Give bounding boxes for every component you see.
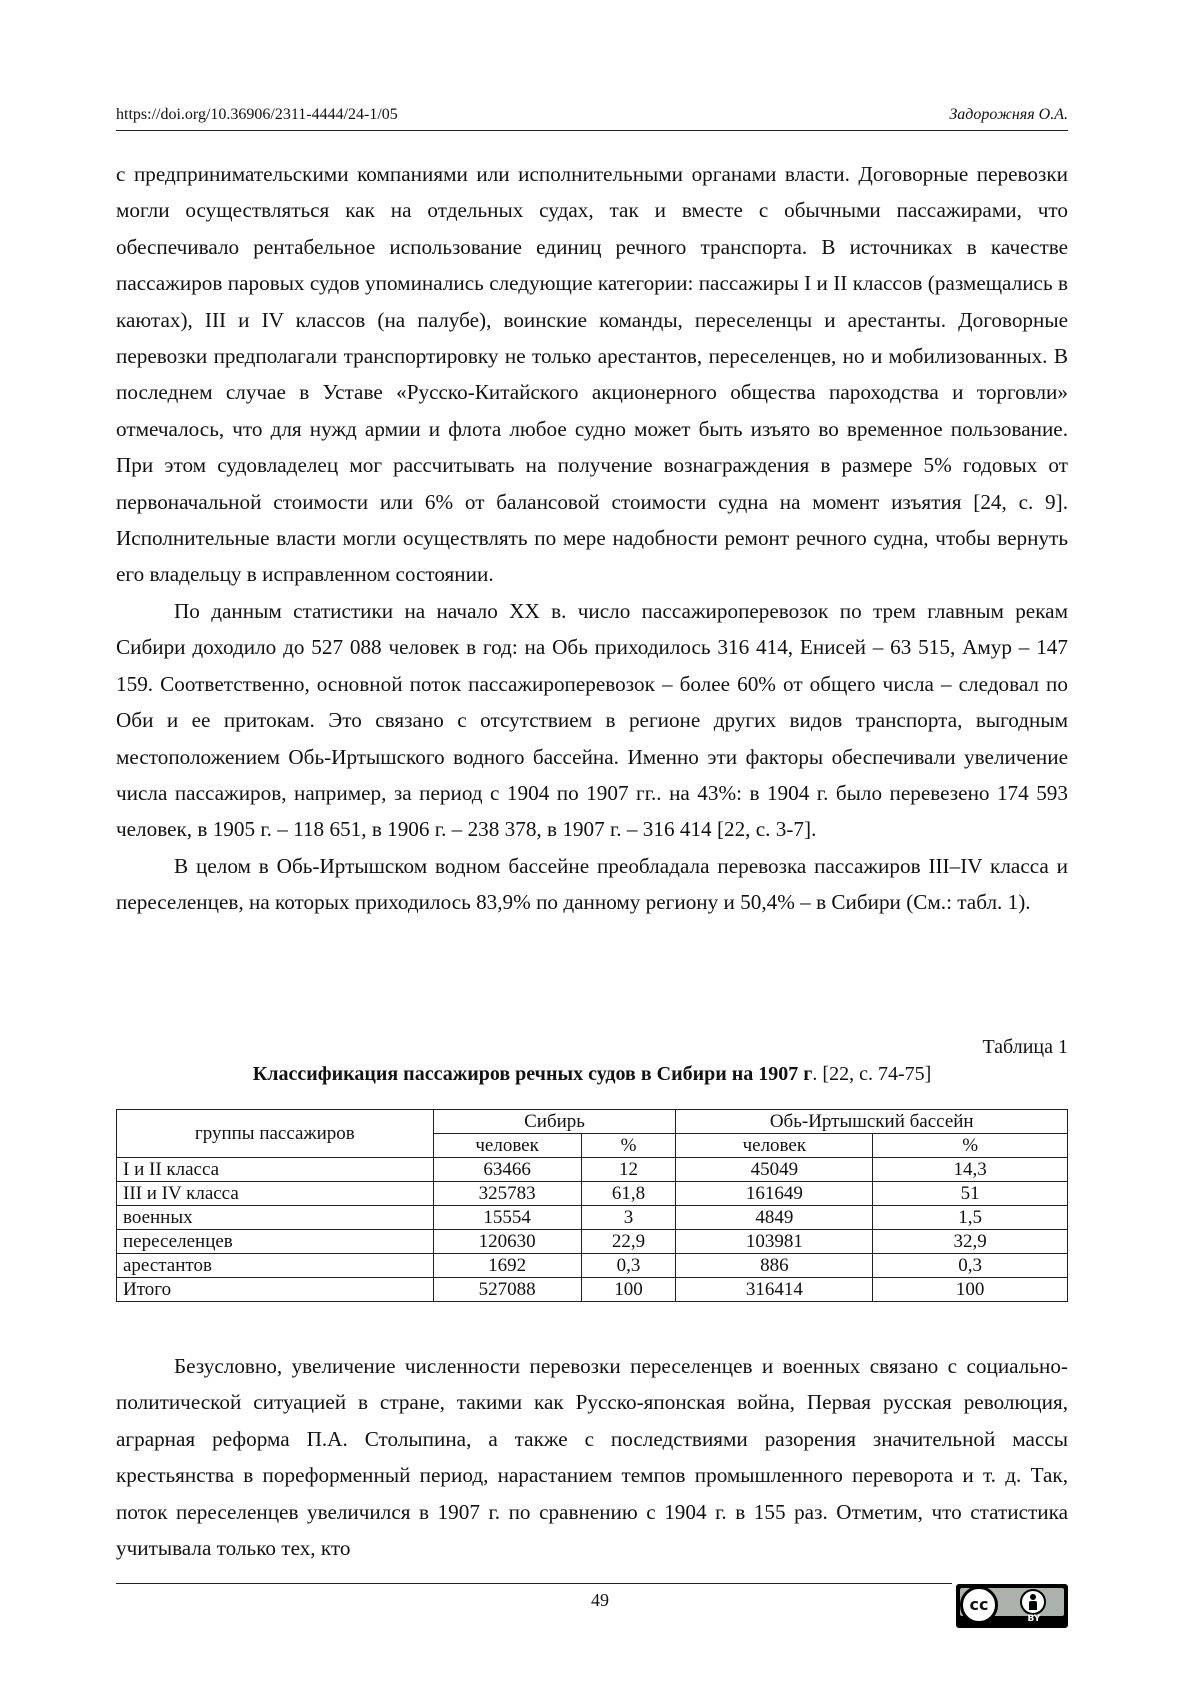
doi-link[interactable]: https://doi.org/10.36906/2311-4444/24-1/05 <box>116 106 398 123</box>
cell-ob-percent: 51 <box>873 1182 1068 1206</box>
cc-by-license-icon[interactable] <box>956 1584 1068 1628</box>
cc-icon: cc <box>960 1586 998 1624</box>
passenger-table <box>116 1109 1068 1302</box>
table-row <box>117 1206 1068 1230</box>
cell-siberia-people: 1692 <box>433 1254 581 1278</box>
paragraph: По данным статистики на начало XX в. число пассажироперевозок по трем главным рекам Сибири доходило до 527 088 человек в год: на Обь приходилось 316 414, Енисей – 63 515, Амур – 147 159. Соответственно, основной поток пассажироперевозок – более 60% от общего числа – следовал по Оби и ее притокам. Это связано с отсутствием в регионе других видов транспорта, выгодным местоположением Обь-Иртышского водного бассейна. Именно эти факторы обеспечивали увеличение числа пассажиров, например, за период с 1904 по 1907 гг.. на 43%: в 1904 г. было перевезено 174 593 человек, в 1905 г. – 118 651, в 1906 г. – 238 378, в 1907 г. – 316 414 [22, с. 3-7]. <box>116 598 1068 842</box>
paragraph: Безусловно, увеличение численности перевозки переселенцев и военных связано с социально-политической ситуацией в стране, такими как Русско-японская война, Первая русская революция, аграрная реформа П.А. Столыпина, а также с последствиями разорения значительной массы крестьянства в пореформенный период, нарастанием темпов промышленного переворота и т. д. Так, поток переселенцев увеличился в 1907 г. по сравнению с 1904 г. в 155 раз. Отметим, что статистика учитывала только тех, кто <box>116 1354 1068 1561</box>
table-row <box>117 1254 1068 1278</box>
cell-ob-percent: 0,3 <box>873 1254 1068 1278</box>
cell-siberia-people: 325783 <box>433 1182 581 1206</box>
running-header <box>116 104 1068 131</box>
header-passenger-groups: группы пассажиров <box>117 1110 434 1158</box>
cell-ob-people: 886 <box>676 1254 873 1278</box>
by-label: BY <box>1027 1614 1041 1624</box>
cell-siberia-percent: 100 <box>581 1278 676 1302</box>
table-title <box>116 1061 1068 1088</box>
cell-group: Итого <box>117 1278 434 1302</box>
cell-siberia-people: 120630 <box>433 1230 581 1254</box>
cell-siberia-percent: 0,3 <box>581 1254 676 1278</box>
attribution-person-icon <box>1020 1589 1046 1615</box>
person-head <box>1030 1594 1036 1600</box>
footer-divider <box>116 1583 952 1584</box>
body-text-top <box>116 156 1068 921</box>
cell-ob-percent: 14,3 <box>873 1158 1068 1182</box>
cell-siberia-people: 63466 <box>433 1158 581 1182</box>
cell-group: переселенцев <box>117 1230 434 1254</box>
cell-siberia-people: 15554 <box>433 1206 581 1230</box>
cell-siberia-percent: 61,8 <box>581 1182 676 1206</box>
cell-ob-people: 45049 <box>676 1158 873 1182</box>
table-row-total <box>117 1278 1068 1302</box>
table-row <box>117 1182 1068 1206</box>
table-number: Таблица 1 <box>982 1036 1068 1058</box>
cell-ob-percent: 32,9 <box>873 1230 1068 1254</box>
table-header-row <box>117 1110 1068 1134</box>
header-ob-irtysh: Обь-Иртышский бассейн <box>676 1110 1068 1134</box>
header-people: человек <box>676 1134 873 1158</box>
cell-siberia-percent: 12 <box>581 1158 676 1182</box>
person-torso <box>1029 1601 1037 1610</box>
header-siberia: Сибирь <box>433 1110 676 1134</box>
page-number: 49 <box>591 1590 609 1610</box>
cell-ob-percent: 1,5 <box>873 1206 1068 1230</box>
header-percent: % <box>873 1134 1068 1158</box>
header-people: человек <box>433 1134 581 1158</box>
table-title-bold: Классификация пассажиров речных судов в Сибири на 1907 г <box>252 1063 813 1085</box>
table-row <box>117 1158 1068 1182</box>
cell-siberia-people: 527088 <box>433 1278 581 1302</box>
cell-group: I и II класса <box>117 1158 434 1182</box>
cell-ob-people: 103981 <box>676 1230 873 1254</box>
cell-ob-percent: 100 <box>873 1278 1068 1302</box>
paragraph: с предпринимательскими компаниями или исполнительными органами власти. Договорные перевозки могли осуществляться как на отдельных судах, так и вместе с обычными пассажирами, что обеспечивало рентабельное использование единиц речного транспорта. В источниках в качестве пассажиров паровых судов упоминались следующие категории: пассажиры I и II классов (размещались в каютах), III и IV классов (на палубе), воинские команды, переселенцы и арестанты. Договорные перевозки предполагали транспортировку не только арестантов, переселенцев, но и мобилизованных. В последнем случае в Уставе «Русско-Китайского акционерного общества пароходства и торговли» отмечалось, что для нужд армии и флота любое судно может быть изъято во временное пользование. При этом судовладелец мог рассчитывать на получение вознаграждения в размере 5% годовых от первоначальной стоимости или 6% от балансовой стоимости судна на момент изъятия [24, с. 9]. Исполнительные власти могли осуществлять по мере надобности ремонт речного судна, чтобы вернуть его владельцу в исправленном состоянии. <box>116 162 1068 587</box>
header-percent: % <box>581 1134 676 1158</box>
cell-ob-people: 4849 <box>676 1206 873 1230</box>
cell-group: арестантов <box>117 1254 434 1278</box>
running-author: Задорожняя О.А. <box>949 106 1068 123</box>
cell-group: военных <box>117 1206 434 1230</box>
table-row <box>117 1230 1068 1254</box>
table-title-reference: . [22, с. 74-75] <box>812 1063 932 1085</box>
cell-siberia-percent: 22,9 <box>581 1230 676 1254</box>
paragraph: В целом в Обь-Иртышском водном бассейне преобладала перевозка пассажиров III–IV класса и переселенцев, на которых приходилось 83,9% по данному региону и 50,4% – в Сибири (См.: табл. 1). <box>116 853 1068 915</box>
cell-group: III и IV класса <box>117 1182 434 1206</box>
cell-ob-people: 316414 <box>676 1278 873 1302</box>
cell-siberia-percent: 3 <box>581 1206 676 1230</box>
body-text-bottom <box>116 1348 1068 1566</box>
cell-ob-people: 161649 <box>676 1182 873 1206</box>
table-caption <box>116 1034 1068 1088</box>
